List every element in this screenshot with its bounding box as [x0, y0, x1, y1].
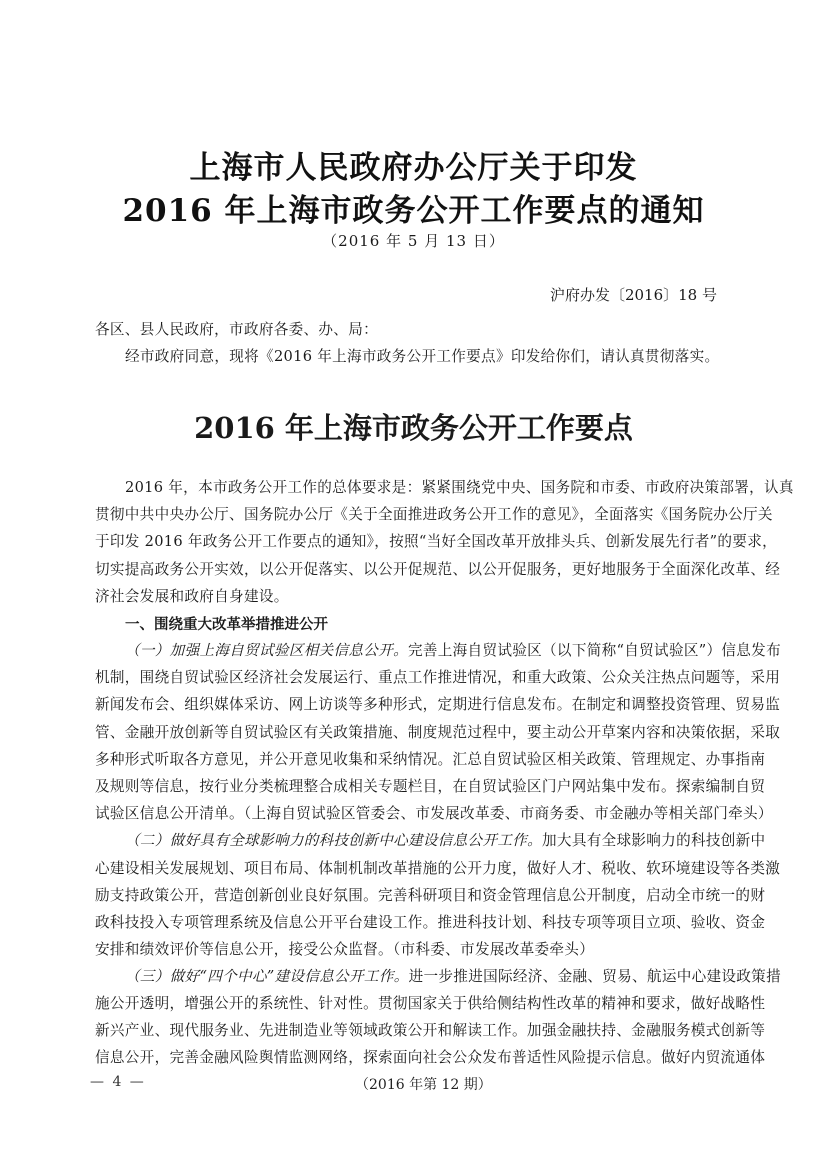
item-1-first-line: [125, 641, 781, 661]
intro-line: 于印发 2016 年政务公开工作要点的通知》，按照“当好全国改革开放排头兵、创新发展先行者”的要求，: [95, 533, 777, 550]
intro-line: 贯彻中共中央办公厅、国务院办公厅《关于全面推进政务公开工作的意见》，全面落实《国务院办公厅关: [95, 506, 773, 523]
item-3-line: 信息公开，完善金融风险舆情监测网络，探索面向社会公众发布普适性风险提示信息。做好内贸流通体: [95, 1049, 766, 1066]
issue-date: （2016 年 5 月 13 日）: [322, 232, 505, 250]
item-2-first-line: [125, 831, 766, 851]
item-2-line: 励支持政策公开，营造创新创业良好氛围。完善科研项目和资金管理信息公开制度，启动全市统一的财: [95, 887, 766, 904]
item-3-line: 施公开透明，增强公开的系统性、针对性。贯彻国家关于供给侧结构性改革的精神和要求，做好战略性: [95, 995, 766, 1012]
item-1-lead: （一）加强上海自贸试验区相关信息公开。: [125, 642, 408, 659]
item-1-line: 及规则等信息，按行业分类梳理整合成相关专题栏目，在自贸试验区门户网站集中发布。探索编制自贸: [95, 778, 766, 795]
item-1-line: 多种形式听取各方意见，并公开意见收集和采纳情况。汇总自贸试验区相关政策、管理规定、办事指南: [95, 751, 766, 768]
document-title-line-1: 上海市人民政府办公厅关于印发: [189, 150, 638, 186]
intro-line: 切实提高政务公开实效，以公开促落实、以公开促规范、以公开促服务，更好地服务于全面深化改革、经: [95, 561, 781, 578]
page-number: — 4 —: [90, 1074, 146, 1090]
item-1-line: 试验区信息公开清单。（上海自贸试验区管委会、市发展改革委、市商务委、市金融办等相关部门牵头）: [95, 805, 773, 822]
document-number: 沪府办发〔2016〕18 号: [549, 286, 717, 304]
addressee: 各区、县人民政府，市政府各委、办、局：: [95, 321, 378, 338]
item-3-line: 新兴产业、现代服务业、先进制造业等领域政策公开和解读工作。加强金融扶持、金融服务模式创新等: [95, 1022, 766, 1039]
document-title-line-2: 2016 年上海市政务公开工作要点的通知: [122, 193, 705, 229]
intro-line: 2016 年，本市政务公开工作的总体要求是：紧紧围绕党中央、国务院和市委、市政府决策部署，认真: [125, 479, 794, 496]
issue-label: （2016 年第 12 期）: [355, 1077, 492, 1093]
item-3-lead: （三）做好“四个中心”建设信息公开工作。: [125, 968, 409, 985]
item-2-line: 安排和绩效评价等信息公开，接受公众监督。（市科委、市发展改革委牵头）: [95, 941, 595, 958]
item-2-line: 心建设相关发展规划、项目布局、体制机制改革措施的公开力度，做好人才、税收、软环境建设等各类激: [95, 860, 781, 877]
item-2-lead: （二）做好具有全球影响力的科技创新中心建设信息公开工作。: [125, 832, 543, 849]
item-3-text: 进一步推进国际经济、金融、贸易、航运中心建设政策措: [408, 968, 781, 985]
section-heading-1: 一、围绕重大改革举措推进公开: [125, 617, 328, 633]
intro-line: 济社会发展和政府自身建设。: [95, 588, 289, 605]
item-3-first-line: [125, 967, 781, 987]
item-2-text: 加大具有全球影响力的科技创新中: [542, 832, 766, 849]
item-1-line: 新闻发布会、组织媒体采访、网上访谈等多种形式，定期进行信息发布。在制定和调整投资管理、贸易监: [95, 696, 781, 713]
item-1-line: 机制，围绕自贸试验区经济社会发展运行、重点工作推进情况，和重大政策、公众关注热点问题等，采用: [95, 669, 781, 686]
item-1-line: 管、金融开放创新等自贸试验区有关政策措施、制度规范过程中，要主动公开草案内容和决策依据，采取: [95, 724, 781, 741]
item-1-text: 完善上海自贸试验区（以下简称“自贸试验区”）信息发布: [407, 642, 781, 659]
letter-body: 经市政府同意，现将《2016 年上海市政务公开工作要点》印发给你们，请认真贯彻落实。: [125, 348, 720, 365]
item-2-line: 政科技投入专项管理系统及信息公开平台建设工作。推进科技计划、科技专项等项目立项、验收、资金: [95, 914, 766, 931]
main-title: 2016 年上海市政务公开工作要点: [194, 411, 633, 445]
